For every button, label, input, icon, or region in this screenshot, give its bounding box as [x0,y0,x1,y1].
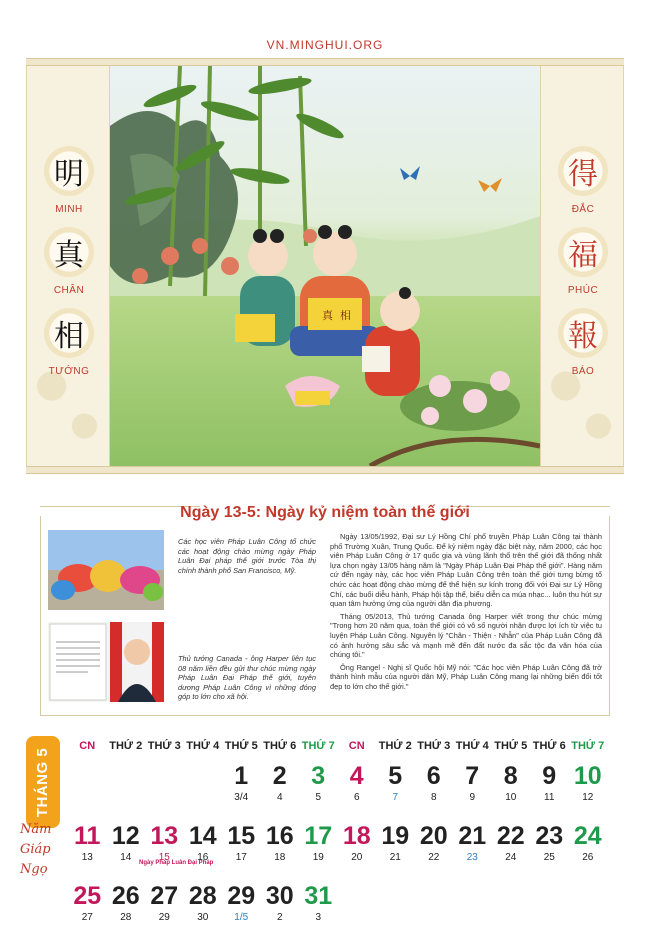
holiday-note: Ngày Pháp Luân Đại Pháp [139,860,214,866]
day-cell [68,876,107,936]
day-cell [261,816,300,876]
empty-day-cell [530,876,569,936]
lunar-date: 11 [544,792,555,803]
photo-caption: Các học viên Pháp Luân Công tổ chức các hoạt động chào mừng ngày Pháp Luân Đại pháp thế giới trước Tòa thị chính thành phố San Francisco, Mỹ. [178,537,316,575]
glyph-caption: ĐẮC [571,204,595,215]
day-number: 16 [265,822,294,850]
weekday-label: THỨ 4 [455,740,489,752]
day-cell [222,816,261,876]
weekday-label: THỨ 6 [532,740,566,752]
lunar-date: 26 [582,852,594,863]
glyph-caption: MINH [55,204,83,215]
article-paragraph: Ngày 13/05/1992, Đại sư Lý Hồng Chí phổ truyền Pháp Luân Công tại thành phố Trường Xuân, Trung Quốc. Để kỷ niệm ngày đặc biệt này, năm 2000, các học viên Pháp Luân Công ở 17 quốc gia và vùng lãnh thổ trên thế giới đã thống nhất lựa chọn ngày 13/05 hàng năm là "Ngày Pháp Luân Đại Pháp thế giới". Hàng năm cứ đến ngày này, các học viên Pháp Luân Công trên toàn thế giới tưng bừng tổ chức các hoạt động chào mừng để thể hiện sự kính trọng đối với Đại sư Lý Hồng Chí, các buổi diễu hành, Pháp hội tập thể, biểu diễn ca múa nhạc... luôn thu hút sự quan tâm hưởng ứng của người dân địa phương. [330,532,602,609]
site-url[interactable]: VN.MINGHUI.ORG [266,38,384,52]
day-number: 6 [426,762,441,790]
day-number: 4 [349,762,364,790]
day-number: 2 [272,762,287,790]
day-cell [530,816,569,876]
day-cell [299,816,338,876]
frame-top-border [26,58,624,66]
lunar-date: 9 [469,792,476,803]
day-cell [569,756,608,816]
day-number: 7 [465,762,480,790]
right-calligraphy-column [541,146,625,389]
day-number: 31 [304,882,333,910]
calligraphy-glyph: 相 [44,308,94,358]
tree-branch [370,439,540,466]
lunar-date: 19 [312,852,324,863]
empty-day-cell [376,876,415,936]
week-row [68,756,644,816]
lunar-date: 7 [392,792,399,803]
day-number: 22 [496,822,525,850]
calligraphy-glyph: 報 [558,308,608,358]
lunar-date: 3 [315,912,322,923]
day-number: 28 [188,882,217,910]
weekday-label: THỨ 5 [224,740,258,752]
left-calligraphy-column [27,146,111,389]
article-paragraph: Tháng 05/2013, Thủ tướng Canada ông Harper viết trong thư chúc mừng "Trong hơn 20 năm qua, toàn thế giới có vô số người nhận được lợi ích từ việc tu luyện Pháp Luân Công. Nguyên lý "Chân - Thiện - Nhẫn" của Pháp Luân Công đã có ảnh hưởng sâu sắc và mạnh mẽ đến đất nước đa sắc tộc đa văn hóa của chúng tôi." [330,611,602,660]
month-tab [26,736,60,828]
lunar-date: 23 [466,852,478,863]
day-number: 13 [150,822,179,850]
glyph-caption: PHÚC [567,285,599,296]
child-right [362,287,420,396]
weekday-label: THỨ 4 [186,740,220,752]
day-cell [107,876,146,936]
painting-illustration [110,66,540,466]
day-number: 1 [234,762,249,790]
dance-celebration-photo [48,530,164,610]
lunar-date: 13 [81,852,93,863]
lunar-date: 27 [81,912,93,923]
day-number: 14 [188,822,217,850]
day-number: 21 [458,822,487,850]
weekday-label: CN [79,740,96,752]
day-cell [453,756,492,816]
lunar-date: 5 [315,792,322,803]
lunar-date: 24 [505,852,517,863]
day-cell [184,876,223,936]
day-cell [492,756,531,816]
lunar-date: 21 [389,852,401,863]
lunar-date: 6 [353,792,360,803]
month-label: THÁNG 5 [34,747,52,817]
year-word: Ngọ [20,862,48,877]
day-cell [415,756,454,816]
day-number: 30 [265,882,294,910]
month-calendar [68,736,644,936]
right-calligraphy-panel [540,66,624,466]
glyph-caption: BÁO [571,366,595,377]
photo-caption: Thủ tướng Canada - ông Harper liên tục 08 năm liền đều gửi thư chúc mừng ngày Pháp Luân Đại Pháp thế giới, tuyên dương Pháp Luân Công vì những đóng góp to lớn cho xã hội. [178,654,316,702]
week-row [68,876,644,936]
lunar-date: 16 [197,852,209,863]
day-cell [338,756,377,816]
day-cell [222,876,261,936]
day-number: 12 [111,822,140,850]
photo-illustration [48,622,164,702]
weekday-label: THỨ 7 [301,740,335,752]
lunar-date: 15 [158,852,170,863]
day-cell [453,816,492,876]
day-number: 29 [227,882,256,910]
weekday-label: CN [348,740,365,752]
glyph-caption: CHÂN [53,285,85,296]
day-cell [184,816,223,876]
day-cell [261,756,300,816]
glyph-caption: TƯỚNG [48,366,90,377]
article-body [330,532,602,695]
calligraphy-glyph: 明 [44,146,94,196]
empty-day-cell [492,876,531,936]
day-number: 8 [503,762,518,790]
lunar-date: 14 [120,852,132,863]
day-number: 19 [381,822,410,850]
day-cell [68,816,107,876]
day-number: 17 [304,822,333,850]
children-reading-painting [110,66,540,466]
year-word: Năm [20,822,52,837]
weekday-label: THỨ 6 [263,740,297,752]
week-row [68,816,644,876]
day-number: 20 [419,822,448,850]
lunar-date: 4 [276,792,283,803]
lunar-date: 20 [351,852,363,863]
empty-day-cell [107,756,146,816]
empty-day-cell [145,756,184,816]
day-cell [415,816,454,876]
day-number: 9 [542,762,557,790]
lunar-date: 28 [120,912,132,923]
lunar-date: 2 [276,912,283,923]
lunar-date: 29 [158,912,170,923]
letter-and-portrait-photo [48,622,164,702]
calligraphy-glyph: 福 [558,227,608,277]
day-number: 18 [342,822,371,850]
day-number: 15 [227,822,256,850]
day-cell [299,876,338,936]
weekday-label: THỨ 5 [494,740,528,752]
day-number: 23 [535,822,564,850]
day-cell [492,816,531,876]
year-word: Giáp [20,842,51,857]
day-number: 25 [73,882,102,910]
lunar-date: 30 [197,912,209,923]
lunar-date: 18 [274,852,286,863]
day-cell [107,816,146,876]
weekday-label: THỨ 3 [417,740,451,752]
empty-day-cell [569,876,608,936]
calendar-grid [68,756,644,936]
weekday-label: THỨ 2 [378,740,412,752]
article-title: Ngày 13-5: Ngày kỷ niệm toàn thế giới [180,504,470,521]
frame-bottom-border [26,466,624,474]
day-cell [222,756,261,816]
book-text-right: 相 [340,309,351,322]
day-cell [299,756,338,816]
photo-illustration [48,530,164,610]
day-cell [145,876,184,936]
day-number: 24 [573,822,602,850]
book-text-left: 真 [322,309,333,322]
day-cell [338,816,377,876]
empty-day-cell [338,876,377,936]
empty-day-cell [415,876,454,936]
lunar-date: 22 [428,852,440,863]
lunar-date: 1/5 [234,912,249,923]
day-number: 5 [388,762,403,790]
lunar-date: 17 [235,852,247,863]
day-number: 10 [573,762,602,790]
weekday-header [68,736,644,756]
empty-day-cell [68,756,107,816]
book-stack [295,391,330,405]
left-calligraphy-panel [26,66,110,466]
lunar-date: 12 [582,792,594,803]
weekday-label: THỨ 3 [147,740,181,752]
day-cell [376,756,415,816]
calligraphy-glyph: 真 [44,227,94,277]
empty-day-cell [453,876,492,936]
weekday-label: THỨ 2 [109,740,143,752]
lunar-date: 25 [543,852,555,863]
day-number: 11 [74,822,101,850]
day-number: 26 [111,882,140,910]
day-cell [261,876,300,936]
day-number: 27 [150,882,179,910]
day-cell [530,756,569,816]
day-cell [376,816,415,876]
lunar-date: 3/4 [234,792,249,803]
day-number: 3 [311,762,326,790]
empty-day-cell [184,756,223,816]
article-paragraph: Ông Rangel - Nghị sĩ Quốc hội Mỹ nói: "Các học viên Pháp Luân Công đã trở thành hình mẫu của người dân Mỹ, Pháp Luân Công mang lại những biến đổi tốt đẹp to lớn cho thế giới." [330,662,602,691]
butterflies [400,166,502,192]
day-cell [569,816,608,876]
weekday-label: THỨ 7 [571,740,605,752]
lunar-date: 10 [505,792,517,803]
lunar-date: 8 [430,792,437,803]
calligraphy-glyph: 得 [558,146,608,196]
